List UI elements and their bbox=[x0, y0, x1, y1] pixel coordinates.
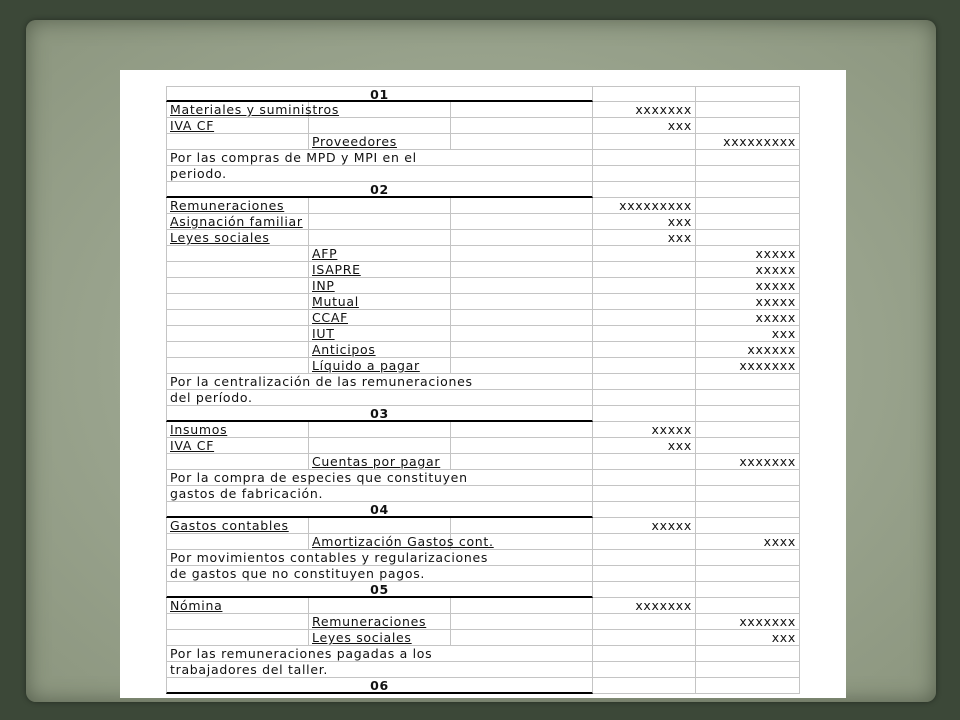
description-text: Por la centralización de las remuneraciones bbox=[170, 374, 473, 389]
account-cell bbox=[166, 454, 309, 470]
journal-line-row bbox=[166, 534, 800, 550]
description-row bbox=[166, 390, 800, 406]
credit-amount: xxxxxxx bbox=[696, 454, 800, 470]
journal-line-row bbox=[166, 262, 800, 278]
debit-cell bbox=[593, 678, 696, 694]
journal-line-row bbox=[166, 598, 800, 614]
credit-amount bbox=[696, 422, 800, 438]
debit-amount bbox=[593, 262, 696, 278]
account-cell bbox=[451, 230, 593, 246]
credit-cell bbox=[696, 662, 800, 678]
account-cell bbox=[451, 102, 593, 118]
account-cell bbox=[309, 342, 451, 358]
account-name: Leyes sociales bbox=[312, 630, 412, 645]
description-cell bbox=[166, 550, 593, 566]
credit-cell bbox=[696, 390, 800, 406]
debit-cell bbox=[593, 662, 696, 678]
account-cell bbox=[309, 534, 494, 550]
account-name: Cuentas por pagar bbox=[312, 454, 441, 469]
debit-cell bbox=[593, 166, 696, 182]
account-name: Proveedores bbox=[312, 134, 397, 149]
account-cell bbox=[309, 246, 451, 262]
account-cell bbox=[166, 102, 340, 118]
account-cell bbox=[309, 118, 451, 134]
account-cell bbox=[166, 214, 309, 230]
account-cell bbox=[166, 246, 309, 262]
description-cell bbox=[166, 166, 593, 182]
account-name: Nómina bbox=[170, 598, 223, 613]
credit-cell bbox=[696, 406, 800, 422]
description-cell bbox=[166, 150, 593, 166]
journal-line-row bbox=[166, 294, 800, 310]
credit-amount: xxxxx bbox=[696, 294, 800, 310]
description-row bbox=[166, 470, 800, 486]
account-name: Amortización Gastos cont. bbox=[312, 534, 494, 549]
account-cell bbox=[451, 294, 593, 310]
account-cell bbox=[309, 326, 451, 342]
account-cell bbox=[309, 630, 451, 646]
debit-amount bbox=[593, 326, 696, 342]
account-cell bbox=[451, 358, 593, 374]
credit-cell bbox=[696, 646, 800, 662]
account-cell bbox=[451, 326, 593, 342]
account-name: Anticipos bbox=[312, 342, 376, 357]
debit-amount: xxx bbox=[593, 214, 696, 230]
debit-amount bbox=[593, 342, 696, 358]
debit-amount bbox=[593, 294, 696, 310]
description-text: Por movimientos contables y regularizaciones bbox=[170, 550, 489, 565]
credit-amount bbox=[696, 102, 800, 118]
account-cell bbox=[451, 198, 593, 214]
journal-line-row bbox=[166, 198, 800, 214]
credit-amount: xxxxx bbox=[696, 278, 800, 294]
account-cell bbox=[309, 134, 451, 150]
account-cell bbox=[309, 230, 451, 246]
debit-cell bbox=[593, 566, 696, 582]
account-cell bbox=[309, 278, 451, 294]
debit-cell bbox=[593, 86, 696, 102]
debit-amount bbox=[593, 278, 696, 294]
account-cell bbox=[309, 310, 451, 326]
credit-cell bbox=[696, 86, 800, 102]
entry-header-row bbox=[166, 502, 800, 518]
debit-amount bbox=[593, 534, 696, 550]
debit-cell bbox=[593, 390, 696, 406]
description-cell bbox=[166, 486, 593, 502]
account-cell bbox=[451, 630, 593, 646]
debit-cell bbox=[593, 502, 696, 518]
account-cell bbox=[166, 614, 309, 630]
credit-cell bbox=[696, 182, 800, 198]
credit-cell bbox=[696, 470, 800, 486]
credit-amount bbox=[696, 230, 800, 246]
debit-cell bbox=[593, 374, 696, 390]
debit-cell bbox=[593, 406, 696, 422]
entry-number: 05 bbox=[166, 582, 593, 598]
entry-header-row bbox=[166, 406, 800, 422]
account-name: IVA CF bbox=[170, 118, 215, 133]
debit-amount: xxx bbox=[593, 438, 696, 454]
account-cell bbox=[166, 262, 309, 278]
account-cell bbox=[166, 310, 309, 326]
account-cell bbox=[166, 358, 309, 374]
credit-amount bbox=[696, 598, 800, 614]
account-name: IUT bbox=[312, 326, 335, 341]
debit-amount: xxxxx bbox=[593, 422, 696, 438]
account-cell bbox=[451, 278, 593, 294]
credit-amount: xxxxxxx bbox=[696, 614, 800, 630]
account-name: ISAPRE bbox=[312, 262, 361, 277]
entry-header-row bbox=[166, 182, 800, 198]
journal-line-row bbox=[166, 118, 800, 134]
account-cell bbox=[166, 230, 309, 246]
account-cell bbox=[309, 102, 451, 118]
account-cell bbox=[309, 262, 451, 278]
debit-cell bbox=[593, 150, 696, 166]
credit-amount bbox=[696, 214, 800, 230]
credit-cell bbox=[696, 678, 800, 694]
debit-amount bbox=[593, 454, 696, 470]
debit-amount: xxxxxxxxx bbox=[593, 198, 696, 214]
journal-line-row bbox=[166, 454, 800, 470]
credit-amount: xxx bbox=[696, 326, 800, 342]
account-cell bbox=[166, 422, 309, 438]
credit-amount bbox=[696, 118, 800, 134]
credit-amount bbox=[696, 198, 800, 214]
account-name: Remuneraciones bbox=[170, 198, 285, 213]
account-cell bbox=[451, 438, 593, 454]
account-name: Remuneraciones bbox=[312, 614, 427, 629]
account-cell bbox=[451, 262, 593, 278]
entry-number: 01 bbox=[166, 86, 593, 102]
entry-number: 04 bbox=[166, 502, 593, 518]
journal-line-row bbox=[166, 438, 800, 454]
description-cell bbox=[166, 470, 593, 486]
credit-cell bbox=[696, 582, 800, 598]
account-cell bbox=[451, 118, 593, 134]
account-cell bbox=[309, 454, 451, 470]
credit-amount: xxxxx bbox=[696, 310, 800, 326]
debit-amount bbox=[593, 134, 696, 150]
description-row bbox=[166, 150, 800, 166]
debit-amount: xxx bbox=[593, 230, 696, 246]
description-text: de gastos que no constituyen pagos. bbox=[170, 566, 426, 581]
journal-line-row bbox=[166, 102, 800, 118]
description-row bbox=[166, 550, 800, 566]
journal-line-row bbox=[166, 630, 800, 646]
account-cell bbox=[309, 198, 451, 214]
entry-number: 03 bbox=[166, 406, 593, 422]
account-cell bbox=[309, 598, 451, 614]
credit-amount bbox=[696, 438, 800, 454]
entry-header-row bbox=[166, 678, 800, 694]
account-cell bbox=[451, 214, 593, 230]
account-cell bbox=[166, 326, 309, 342]
slide-frame bbox=[26, 20, 936, 702]
journal-line-row bbox=[166, 246, 800, 262]
debit-cell bbox=[593, 486, 696, 502]
account-cell bbox=[309, 438, 451, 454]
description-text: periodo. bbox=[170, 166, 227, 181]
account-name: Mutual bbox=[312, 294, 359, 309]
debit-cell bbox=[593, 550, 696, 566]
credit-cell bbox=[696, 166, 800, 182]
entry-number: 06 bbox=[166, 678, 593, 694]
description-cell bbox=[166, 662, 593, 678]
account-cell bbox=[166, 630, 309, 646]
account-name: Gastos contables bbox=[170, 518, 289, 533]
account-cell bbox=[309, 214, 451, 230]
account-cell bbox=[451, 310, 593, 326]
journal-line-row bbox=[166, 614, 800, 630]
account-name: Líquido a pagar bbox=[312, 358, 420, 373]
journal-line-row bbox=[166, 518, 800, 534]
description-text: gastos de fabricación. bbox=[170, 486, 324, 501]
account-name: AFP bbox=[312, 246, 338, 261]
debit-amount bbox=[593, 614, 696, 630]
description-cell bbox=[166, 390, 593, 406]
account-name: IVA CF bbox=[170, 438, 215, 453]
credit-cell bbox=[696, 374, 800, 390]
debit-cell bbox=[593, 646, 696, 662]
account-cell bbox=[451, 246, 593, 262]
debit-amount bbox=[593, 310, 696, 326]
account-cell bbox=[166, 438, 309, 454]
account-cell bbox=[451, 422, 593, 438]
account-cell bbox=[166, 518, 309, 534]
account-cell bbox=[166, 198, 309, 214]
account-name: Asignación familiar bbox=[170, 214, 303, 229]
debit-amount: xxxxx bbox=[593, 518, 696, 534]
credit-amount bbox=[696, 518, 800, 534]
description-row bbox=[166, 166, 800, 182]
journal-line-row bbox=[166, 230, 800, 246]
description-row bbox=[166, 486, 800, 502]
account-cell bbox=[166, 118, 309, 134]
account-cell bbox=[309, 358, 451, 374]
description-text: del período. bbox=[170, 390, 253, 405]
account-cell bbox=[166, 342, 309, 358]
journal-table bbox=[166, 86, 800, 694]
account-cell bbox=[166, 134, 309, 150]
description-row bbox=[166, 566, 800, 582]
account-cell bbox=[451, 614, 593, 630]
debit-cell bbox=[593, 582, 696, 598]
description-cell bbox=[166, 566, 593, 582]
credit-cell bbox=[696, 150, 800, 166]
account-cell bbox=[309, 422, 451, 438]
description-text: Por las remuneraciones pagadas a los bbox=[170, 646, 433, 661]
description-text: trabajadores del taller. bbox=[170, 662, 329, 677]
account-cell bbox=[166, 294, 309, 310]
entry-header-row bbox=[166, 582, 800, 598]
credit-cell bbox=[696, 550, 800, 566]
credit-amount: xxxxx bbox=[696, 246, 800, 262]
credit-amount: xxxxxxx bbox=[696, 358, 800, 374]
entry-number: 02 bbox=[166, 182, 593, 198]
credit-cell bbox=[696, 502, 800, 518]
description-text: Por la compra de especies que constituyen bbox=[170, 470, 468, 485]
account-cell bbox=[451, 534, 593, 550]
description-row bbox=[166, 646, 800, 662]
account-cell bbox=[451, 342, 593, 358]
debit-amount: xxxxxxx bbox=[593, 598, 696, 614]
credit-amount: xxx bbox=[696, 630, 800, 646]
account-cell bbox=[309, 518, 451, 534]
journal-line-row bbox=[166, 134, 800, 150]
debit-amount: xxx bbox=[593, 118, 696, 134]
account-cell bbox=[451, 518, 593, 534]
debit-amount: xxxxxxx bbox=[593, 102, 696, 118]
journal-line-row bbox=[166, 310, 800, 326]
account-cell bbox=[451, 454, 593, 470]
debit-amount bbox=[593, 246, 696, 262]
debit-amount bbox=[593, 630, 696, 646]
entry-header-row bbox=[166, 86, 800, 102]
description-row bbox=[166, 662, 800, 678]
debit-cell bbox=[593, 470, 696, 486]
credit-amount: xxxxxx bbox=[696, 342, 800, 358]
account-cell bbox=[451, 134, 593, 150]
journal-line-row bbox=[166, 278, 800, 294]
journal-line-row bbox=[166, 422, 800, 438]
journal-line-row bbox=[166, 326, 800, 342]
description-row bbox=[166, 374, 800, 390]
account-cell bbox=[166, 278, 309, 294]
account-name: Leyes sociales bbox=[170, 230, 270, 245]
account-cell bbox=[309, 294, 451, 310]
account-name: CCAF bbox=[312, 310, 348, 325]
credit-amount: xxxx bbox=[696, 534, 800, 550]
account-cell bbox=[166, 598, 309, 614]
account-cell bbox=[166, 534, 309, 550]
credit-amount: xxxxx bbox=[696, 262, 800, 278]
description-cell bbox=[166, 646, 593, 662]
debit-cell bbox=[593, 182, 696, 198]
account-name: Insumos bbox=[170, 422, 228, 437]
account-cell bbox=[451, 598, 593, 614]
account-name: Materiales y suministros bbox=[170, 102, 340, 117]
description-text: Por las compras de MPD y MPI en el bbox=[170, 150, 417, 165]
credit-cell bbox=[696, 486, 800, 502]
credit-amount: xxxxxxxxx bbox=[696, 134, 800, 150]
journal-line-row bbox=[166, 342, 800, 358]
journal-line-row bbox=[166, 358, 800, 374]
description-cell bbox=[166, 374, 593, 390]
journal-line-row bbox=[166, 214, 800, 230]
debit-amount bbox=[593, 358, 696, 374]
journal-sheet bbox=[120, 70, 846, 698]
account-name: INP bbox=[312, 278, 335, 293]
credit-cell bbox=[696, 566, 800, 582]
account-cell bbox=[309, 614, 451, 630]
